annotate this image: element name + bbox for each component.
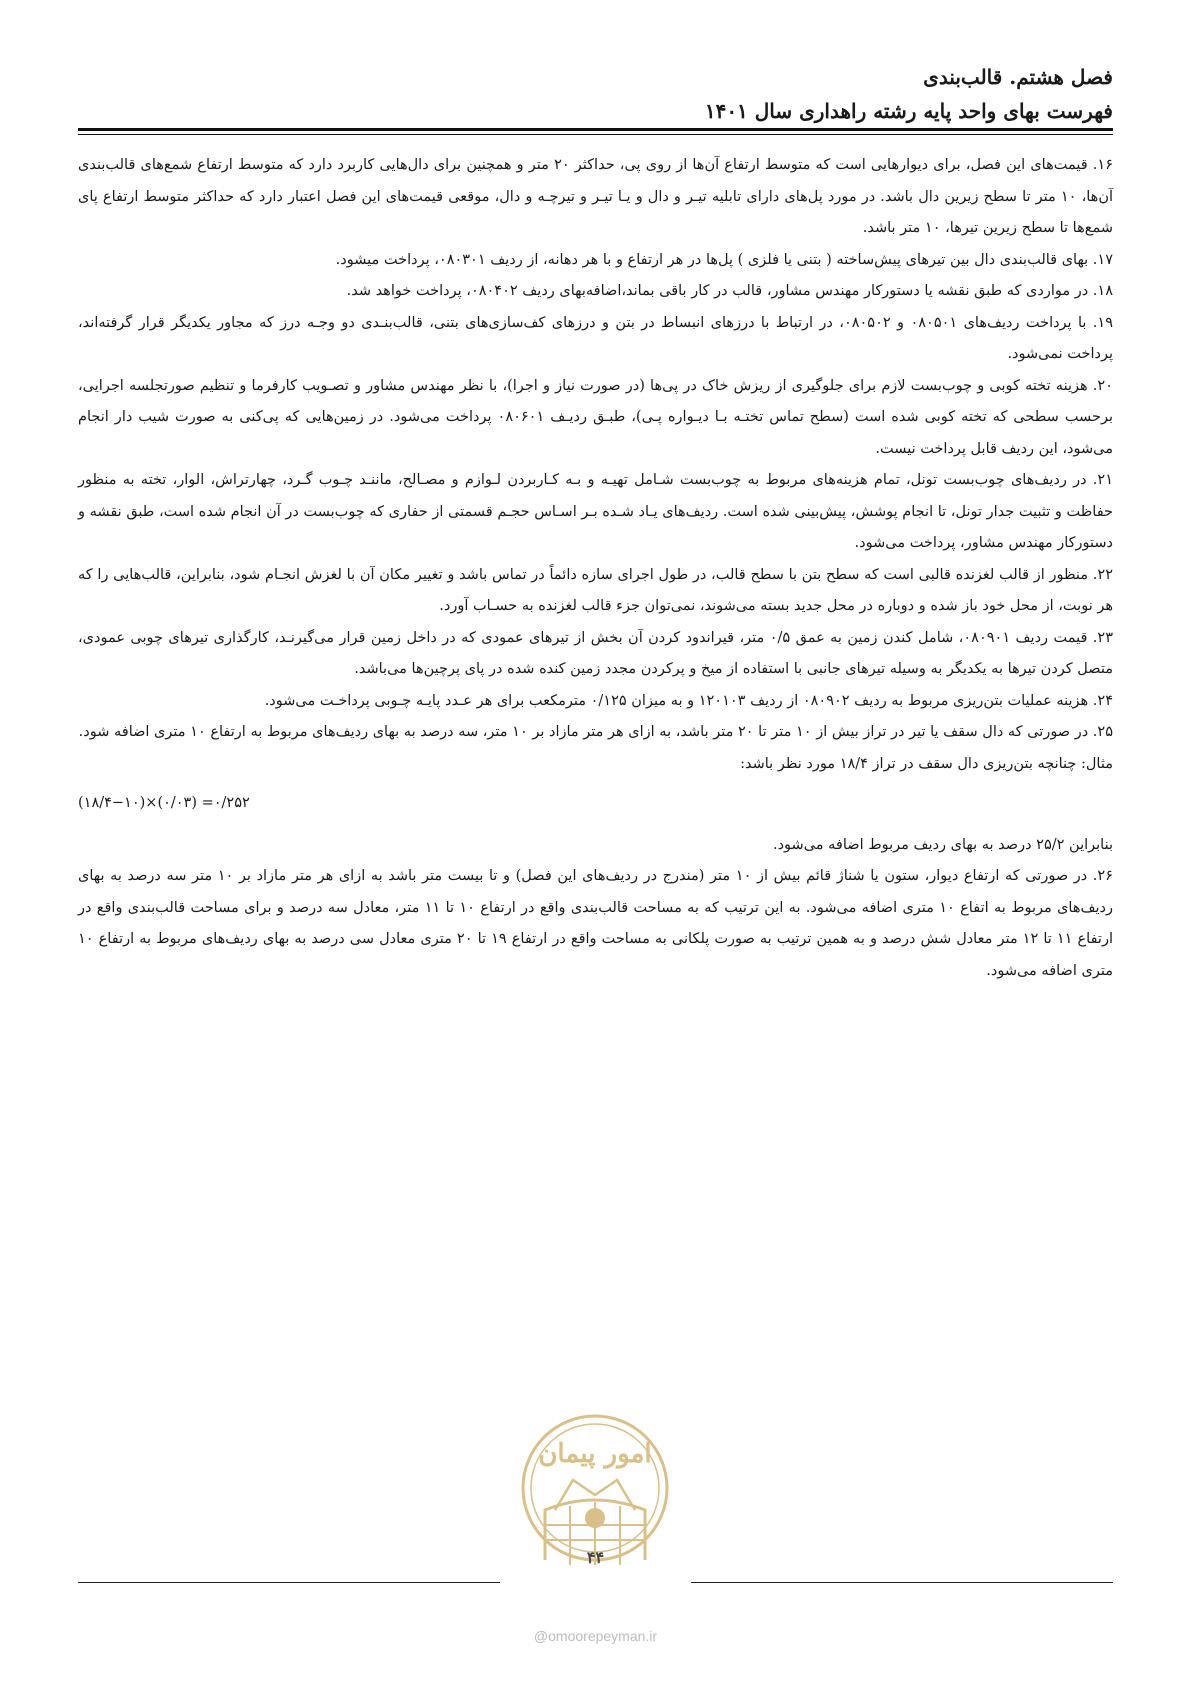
paragraph-17: ۱۷. بهای قالب‌بندی دال بین تیرهای پیش‌ساخته ( بتنی یا فلزی ) پل‌ها در هر ارتفاع و با هر دهانه، از ردیف ۰۸۰۳۰۱، پرداخت میشود. — [335, 251, 1113, 268]
paragraph-23: ۲۳. قیمت ردیف ۰۸۰۹۰۱، شامل کندن زمین به عمق ۰/۵ متر، قیراندود کردن آن بخش از تیرهای عمودی که در داخل زمین قرار می‌گیرنـد، کارگذاری تیرهای چوبی عمودی، متصل کردن تیرها به یکدیگر به وسیله تیرهای جانبی با استفاده از میخ و پرکردن مجدد زمین کنده شده در پای پرچین‌ها می‌باشد. — [78, 629, 1113, 677]
example-line: مثال: چنانچه بتن‌ریزی دال سقف در تراز ۱۸/۴ مورد نظر باشد: — [740, 755, 1113, 772]
example-formula: (۱۸/۴−۱۰)×(۰/۰۳) =۰/۲۵۲ — [78, 795, 250, 811]
paragraph-16: ۱۶. قیمت‌های این فصل، برای دیوارهایی است که متوسط ارتفاع آن‌ها از روی پی، حداکثر ۲۰ متر و همچنین برای دال‌هایی کاربرد دارد که متوسط ارتفاع شمع‌های قالب‌بندی آن‌ها، ۱۰ متر تا سطح زیرین دال باشد. در مورد پل‌های دارای تابلیه تیـر و دال و یـا تیـر و تیرچـه و دال، موقعی قیمت‌های این فصل اعتبار دارد که حداکثر متوسط ارتفاع پای شمع‌ها تا سطح زیرین تیرها، ۱۰ متر باشد. — [78, 157, 1113, 236]
example-result: بنابراین ۲۵/۲ درصد به بهای ردیف مربوط اضافه می‌شود. — [772, 836, 1113, 853]
paragraph-22: ۲۲. منظور از قالب لغزنده قالبی است که سطح بتن با سطح قالب، در طول اجرای سازه دائماً در تماس باشد و تغییر مکان آن با لغزش انجـام شود، بنابراین، قالب‌هایی را که هر نوبت، از محل خود باز شده و دوباره در محل جدید بسته می‌شوند، نمی‌توان جزء قالب لغزنده به حسـاب آورد. — [78, 566, 1113, 614]
footer-rule-left — [78, 1582, 500, 1583]
page-number: ۴۴ — [586, 1548, 605, 1567]
header-rule-thin — [78, 134, 1113, 135]
watermark-url: @omoorepeyman.ir — [533, 1628, 658, 1644]
paragraph-20: ۲۰. هزینه تخته کوبی و چوب‌بست لازم برای جلوگیری از ریزش خاک در پی‌ها (در صورت نیاز و اجرا)، با نظر مهندس مشاور و تصـویب کارفرما و تنظیم صورتجلسه اجرایی، برحسب سطحی که تخته کوبی شده است (سطح تماس تختـه بـا دیـواره پـی)، طبـق ردیـف ۰۸۰۶۰۱ پرداخت می‌شود. در زمین‌هایی که پی‌کنی به صورت شیب دار انجام می‌شود، این ردیف قابل پرداخت نیست. — [78, 377, 1113, 457]
paragraph-24: ۲۴. هزینه عملیات بتن‌ریزی مربوط به ردیف ۰۸۰۹۰۲ از ردیف ۱۲۰۱۰۳ و به میزان ۰/۱۲۵ مترمکعب برای هر عـدد پایـه چـوبی پرداخـت می‌شود. — [264, 692, 1113, 709]
paragraph-18: ۱۸. در مواردی که طبق نقشه یا دستورکار مهندس مشاور، قالب در کار باقی بماند،اضافه‌بهای ردیف ۰۸۰۴۰۲، پرداخت خواهد شد. — [346, 283, 1113, 299]
paragraph-25: ۲۵. در صورتی که دال سقف یا تیر در تراز بیش از ۱۰ متر تا ۲۰ متر باشد، به ازای هر متر مازاد بر ۱۰ متر، سه درصد به بهای ردیف‌های مربوط به ارتفاع ۱۰ متری اضافه شود. — [78, 724, 1113, 740]
body-text — [78, 150, 1113, 987]
paragraph-19: ۱۹. با پرداخت ردیف‌های ۰۸۰۵۰۱ و ۰۸۰۵۰۲، در ارتباط با درزهای انبساط در بتن و درزهای کف‌سازی‌های بتنی، قالب‌بنـدی دو وجـه درز که مجاور یکدیگر قرار گرفته‌اند، پرداخت نمی‌شود. — [78, 314, 1113, 362]
footer-rule-right — [691, 1582, 1113, 1583]
document-subtitle: فهرست بهای واحد پایه رشته راهداری سال ۱۴۰۱ — [704, 99, 1113, 123]
paragraph-26: ۲۶. در صورتی که ارتفاع دیوار، ستون یا شناژ قائم بیش از ۱۰ متر (مندرج در ردیف‌های این فصل) و تا بیست متر باشد به ازای هر متر مازاد بر ۱۰ متر سه درصد به بهای ردیف‌های مربوط به اتفاع ۱۰ متری اضافه می‌شود. به این ترتیب که به مساحت قالب‌بندی واقع در ارتفاع ۱۰ تا ۱۱ متر، معادل سه درصد و برای مساحت قالب‌بندی واقع در ارتفاع ۱۱ تا ۱۲ متر معادل شش درصد و به همین ترتیب به صورت پلکانی به مساحت واقع در ارتفاع ۱۹ تا ۲۰ متری معادل سی درصد به بهای ردیف‌های مربوط به ارتفاع ۱۰ متری اضافه می‌شود. — [78, 868, 1114, 979]
chapter-title: فصل هشتم. قالب‌بندی — [923, 65, 1113, 89]
paragraph-21: ۲۱. در ردیف‌های چوب‌بست تونل، تمام هزینه‌های مربوط به چوب‌بست شـامل تهیـه و بـه کـاربردن لـوازم و مصـالح، ماننـد چـوب گـرد، چهارتراش، الوار، تخته به منظور حفاظت و تثبیت جدار تونل، تا انجام پوشش، پیش‌بینی شده است. ردیف‌های یـاد شـده بـر اسـاس حجـم قسمتی از حفاری که چوب‌بست در آن انجام شده است، طبق نقشه و دستورکار مهندس مشاور، پرداخت می‌شود. — [78, 472, 1113, 551]
header-rule-thick — [78, 128, 1113, 131]
logo-text: امور پیمان — [538, 1439, 652, 1469]
page-header — [78, 60, 1113, 128]
